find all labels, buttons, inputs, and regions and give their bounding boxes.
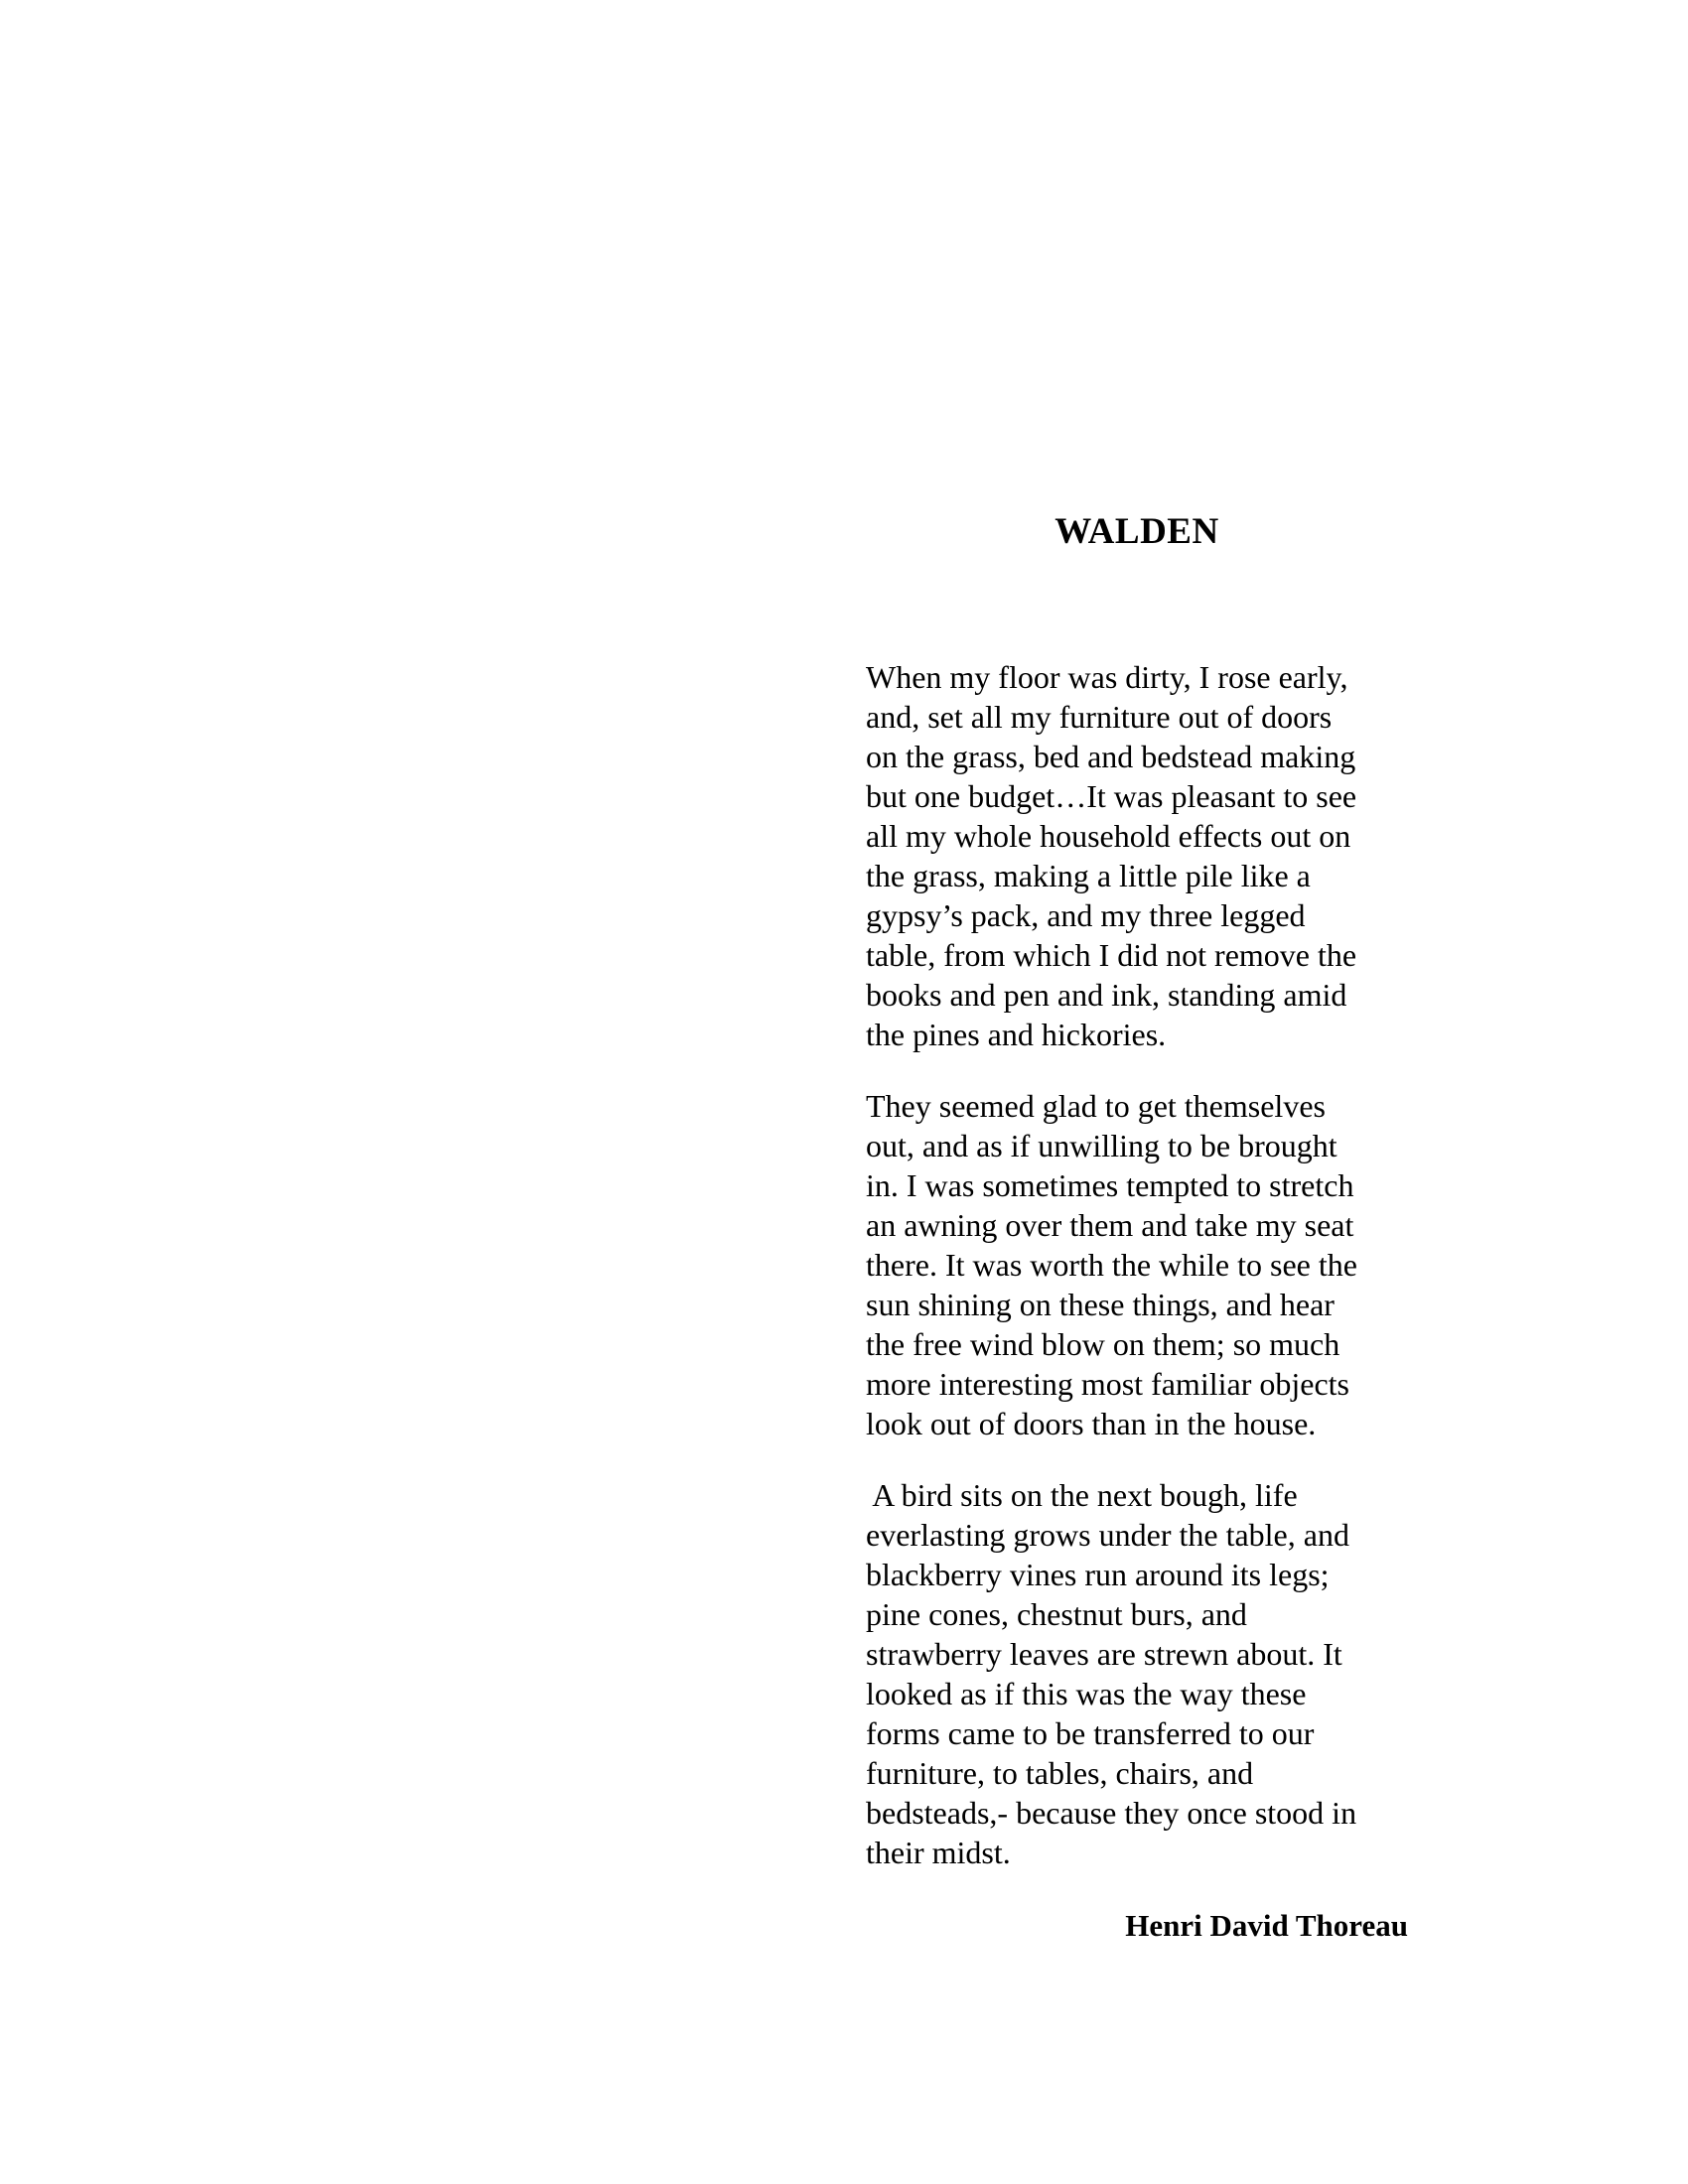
text-line: everlasting grows under the table, and bbox=[866, 1517, 1349, 1553]
text-line: gypsy’s pack, and my three legged bbox=[866, 897, 1306, 933]
text-line: books and pen and ink, standing amid bbox=[866, 977, 1347, 1013]
text-line: looked as if this was the way these bbox=[866, 1676, 1307, 1711]
text-line: more interesting most familiar objects bbox=[866, 1366, 1349, 1402]
text-line: all my whole household effects out on bbox=[866, 818, 1351, 854]
text-line: bedsteads,- because they once stood in bbox=[866, 1795, 1357, 1831]
text-line: strawberry leaves are strewn about. It bbox=[866, 1636, 1342, 1672]
document-title: WALDEN bbox=[1055, 511, 1219, 552]
text-line: blackberry vines run around its legs; bbox=[866, 1557, 1330, 1592]
text-line: look out of doors than in the house. bbox=[866, 1406, 1317, 1441]
text-line: sun shining on these things, and hear bbox=[866, 1287, 1335, 1322]
paragraphs-container bbox=[866, 657, 1408, 1872]
text-line: but one budget…It was pleasant to see bbox=[866, 778, 1357, 814]
text-line: an awning over them and take my seat bbox=[866, 1207, 1354, 1243]
text-line: the pines and hickories. bbox=[866, 1017, 1167, 1052]
paragraph bbox=[866, 1475, 1408, 1872]
text-line: there. It was worth the while to see the bbox=[866, 1247, 1357, 1283]
paragraph bbox=[866, 1086, 1408, 1443]
text-line: They seemed glad to get themselves bbox=[866, 1088, 1326, 1124]
paragraph bbox=[866, 657, 1408, 1054]
text-line: forms came to be transferred to our bbox=[866, 1715, 1315, 1751]
document-content bbox=[866, 512, 1408, 1946]
text-line: furniture, to tables, chairs, and bbox=[866, 1755, 1254, 1791]
text-line: their midst. bbox=[866, 1835, 1011, 1870]
text-line: on the grass, bed and bedstead making bbox=[866, 739, 1356, 774]
text-line: in. I was sometimes tempted to stretch bbox=[866, 1167, 1354, 1203]
text-line: and, set all my furniture out of doors bbox=[866, 699, 1333, 735]
text-line: the grass, making a little pile like a bbox=[866, 858, 1311, 893]
text-line: A bird sits on the next bough, life bbox=[866, 1477, 1298, 1513]
text-line: out, and as if unwilling to be brought bbox=[866, 1128, 1337, 1163]
author-signature: Henri David Thoreau bbox=[1125, 1908, 1408, 1943]
text-line: pine cones, chestnut burs, and bbox=[866, 1596, 1247, 1632]
text-line: When my floor was dirty, I rose early, bbox=[866, 659, 1348, 695]
text-line: table, from which I did not remove the bbox=[866, 937, 1357, 973]
text-line: the free wind blow on them; so much bbox=[866, 1326, 1340, 1362]
